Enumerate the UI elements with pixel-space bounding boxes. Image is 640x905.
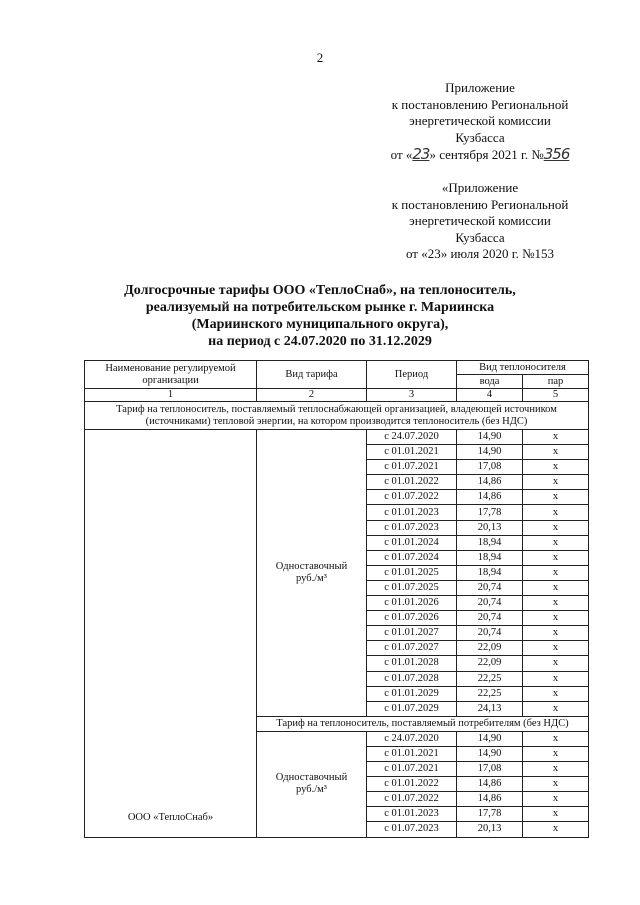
steam-value-cell: х [523,671,589,686]
handwritten-day: 23 [412,145,430,163]
steam-value-cell: х [523,475,589,490]
period-cell: с 01.07.2021 [367,762,457,777]
water-value-cell: 18,94 [457,565,523,580]
org-name: ООО «ТеплоСнаб» [127,812,214,824]
appendix-line: энергетической комиссии [409,213,551,228]
period-cell: с 01.01.2029 [367,686,457,701]
table-row [85,430,589,445]
steam-value-cell: х [523,565,589,580]
steam-value-cell: х [523,490,589,505]
water-value-cell: 22,09 [457,641,523,656]
document-title [60,282,580,350]
section1-title: Тариф на теплоноситель, поставляемый теплоснабжающей организацией, владеющей источником (источниками) тепловой энергии, на котором производится теплоноситель (без НДС) [85,402,589,430]
period-cell: с 01.01.2024 [367,535,457,550]
water-value-cell: 14,90 [457,746,523,761]
water-value-cell: 24,13 [457,701,523,716]
water-value-cell: 20,74 [457,580,523,595]
period-cell: с 01.01.2027 [367,626,457,641]
steam-value-cell: х [523,430,589,445]
appendix-block-old [340,180,620,263]
water-value-cell: 14,86 [457,777,523,792]
header-water: вода [457,375,523,389]
water-value-cell: 17,08 [457,762,523,777]
period-cell: с 01.01.2026 [367,596,457,611]
water-value-cell: 14,86 [457,792,523,807]
header-carrier: Вид теплоносителя [457,361,589,375]
appendix-line: от «23» июля 2020 г. №153 [405,246,555,261]
title-line: Долгосрочные тарифы ООО «ТеплоСнаб», на теплоноситель, [124,283,516,298]
period-cell: с 01.01.2022 [367,475,457,490]
period-cell: с 01.07.2027 [367,641,457,656]
period-cell: с 01.01.2022 [367,777,457,792]
water-value-cell: 14,86 [457,475,523,490]
period-cell: с 01.07.2023 [367,822,457,837]
steam-value-cell: х [523,596,589,611]
water-value-cell: 17,78 [457,807,523,822]
steam-value-cell: х [523,520,589,535]
water-value-cell: 20,74 [457,596,523,611]
tariff-label: Одноставочный [275,772,348,784]
steam-value-cell: х [523,505,589,520]
steam-value-cell: х [523,807,589,822]
period-cell: с 01.07.2021 [367,460,457,475]
period-cell: с 01.07.2024 [367,550,457,565]
water-value-cell: 20,74 [457,626,523,641]
water-value-cell: 14,90 [457,445,523,460]
period-cell: с 01.01.2025 [367,565,457,580]
steam-value-cell: х [523,777,589,792]
header-steam: пар [523,375,589,389]
water-value-cell: 17,78 [457,505,523,520]
steam-value-cell: х [523,731,589,746]
title-line: (Мариинского муниципального округа), [191,317,449,332]
col-number: 3 [367,389,457,402]
org-name-cell [85,430,257,838]
col-number: 2 [257,389,367,402]
steam-value-cell: х [523,445,589,460]
tariff-label: Одноставочный [275,560,348,572]
date-suffix: » сентября 2021 г. № [429,147,544,162]
appendix-block-new [340,80,620,164]
steam-value-cell: х [523,550,589,565]
steam-value-cell: х [523,701,589,716]
header-tariff-type: Вид тарифа [257,361,367,389]
water-value-cell: 18,94 [457,550,523,565]
tariff-unit: руб./м³ [296,784,327,796]
steam-value-cell: х [523,626,589,641]
appendix-line: «Приложение [441,180,519,195]
period-cell: с 24.07.2020 [367,430,457,445]
col-number: 1 [85,389,257,402]
appendix-line: энергетической комиссии [409,113,551,128]
period-cell: с 24.07.2020 [367,731,457,746]
header-org: Наименование регулируемой организации [85,361,257,389]
appendix-date-line [340,146,620,164]
steam-value-cell: х [523,746,589,761]
period-cell: с 01.07.2022 [367,490,457,505]
title-line: реализуемый на потребительском рынке г. Мариинска [145,300,495,315]
water-value-cell: 22,25 [457,686,523,701]
water-value-cell: 20,74 [457,611,523,626]
handwritten-number: 356 [543,145,570,163]
water-value-cell: 20,13 [457,520,523,535]
appendix-line: к постановлению Региональной [391,96,569,112]
header-period: Период [367,361,457,389]
water-value-cell: 14,90 [457,430,523,445]
steam-value-cell: х [523,641,589,656]
period-cell: с 01.01.2028 [367,656,457,671]
water-value-cell: 22,09 [457,656,523,671]
period-cell: с 01.01.2021 [367,445,457,460]
water-value-cell: 14,90 [457,731,523,746]
section1-tariff-cell [257,430,367,717]
period-cell: с 01.07.2025 [367,580,457,595]
water-value-cell: 14,86 [457,490,523,505]
steam-value-cell: х [523,535,589,550]
appendix-line: к постановлению Региональной [391,196,569,212]
date-prefix: от « [390,147,413,162]
water-value-cell: 17,08 [457,460,523,475]
water-value-cell: 22,25 [457,671,523,686]
steam-value-cell: х [523,792,589,807]
water-value-cell: 18,94 [457,535,523,550]
period-cell: с 01.07.2026 [367,611,457,626]
water-value-cell: 20,13 [457,822,523,837]
section2-tariff-cell [257,731,367,837]
appendix-line: Кузбасса [455,129,505,145]
steam-value-cell: х [523,822,589,837]
page-number: 2 [316,50,324,65]
steam-value-cell: х [523,686,589,701]
tariff-unit: руб./м³ [296,572,327,584]
steam-value-cell: х [523,460,589,475]
period-cell: с 01.01.2023 [367,505,457,520]
col-number: 5 [523,389,589,402]
col-number: 4 [457,389,523,402]
period-cell: с 01.01.2023 [367,807,457,822]
appendix-line: Кузбасса [455,229,505,245]
period-cell: с 01.07.2028 [367,671,457,686]
period-cell: с 01.07.2023 [367,520,457,535]
period-cell: с 01.01.2021 [367,746,457,761]
period-cell: с 01.07.2029 [367,701,457,716]
tariff-table [84,360,589,838]
title-line: на период с 24.07.2020 по 31.12.2029 [208,334,432,349]
period-cell: с 01.07.2022 [367,792,457,807]
steam-value-cell: х [523,762,589,777]
appendix-line: Приложение [445,80,515,95]
steam-value-cell: х [523,656,589,671]
steam-value-cell: х [523,580,589,595]
section2-title: Тариф на теплоноситель, поставляемый потребителям (без НДС) [257,716,589,731]
steam-value-cell: х [523,611,589,626]
